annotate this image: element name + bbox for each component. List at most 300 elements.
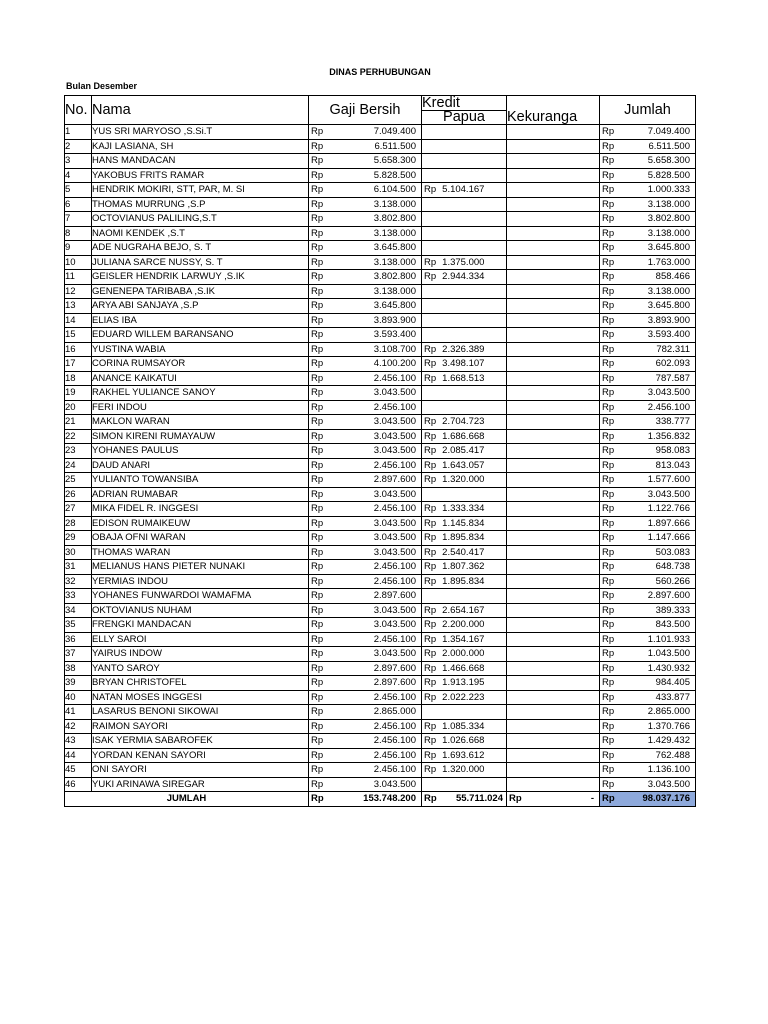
row-gaji: Rp 4.100.200 [309, 357, 422, 372]
row-kekurangan [507, 371, 600, 386]
row-kredit [422, 241, 507, 256]
row-jumlah: Rp 1.370.766 [600, 719, 696, 734]
table-row [65, 531, 696, 546]
row-no: 35 [65, 618, 92, 633]
row-kredit: Rp 1.145.834 [422, 516, 507, 531]
row-nama: EDISON RUMAIKEUW [92, 516, 309, 531]
row-kredit [422, 400, 507, 415]
row-kekurangan [507, 705, 600, 720]
row-nama: JULIANA SARCE NUSSY, S. T [92, 255, 309, 270]
row-nama: FERI INDOU [92, 400, 309, 415]
period-label: Bulan Desember [66, 81, 138, 91]
row-kekurangan [507, 473, 600, 488]
row-nama: FRENGKI MANDACAN [92, 618, 309, 633]
row-nama: YERMIAS INDOU [92, 574, 309, 589]
table-row [65, 386, 696, 401]
row-no: 6 [65, 197, 92, 212]
row-gaji: Rp 3.043.500 [309, 487, 422, 502]
table-row [65, 632, 696, 647]
row-gaji: Rp 3.043.500 [309, 647, 422, 662]
row-kekurangan [507, 400, 600, 415]
header-kredit: Kredit [422, 96, 507, 111]
row-nama: EDUARD WILLEM BARANSANO [92, 328, 309, 343]
total-jumlah: Rp 98.037.176 [600, 792, 696, 807]
row-kredit: Rp 2.085.417 [422, 444, 507, 459]
row-kekurangan [507, 647, 600, 662]
row-no: 3 [65, 154, 92, 169]
row-no: 24 [65, 458, 92, 473]
row-no: 39 [65, 676, 92, 691]
row-kredit: Rp 1.895.834 [422, 574, 507, 589]
row-gaji: Rp 2.865.000 [309, 705, 422, 720]
row-jumlah: Rp 3.802.800 [600, 212, 696, 227]
row-nama: YOHANES PAULUS [92, 444, 309, 459]
row-no: 20 [65, 400, 92, 415]
table-row [65, 748, 696, 763]
table-row [65, 197, 696, 212]
row-kekurangan [507, 516, 600, 531]
table-row [65, 763, 696, 778]
row-no: 21 [65, 415, 92, 430]
row-nama: ADE NUGRAHA BEJO, S. T [92, 241, 309, 256]
row-jumlah: Rp 389.333 [600, 603, 696, 618]
row-gaji: Rp 3.043.500 [309, 603, 422, 618]
row-kredit [422, 328, 507, 343]
table-row [65, 371, 696, 386]
header-papua: Papua [422, 110, 507, 125]
table-row [65, 415, 696, 430]
row-jumlah: Rp 958.083 [600, 444, 696, 459]
row-gaji: Rp 2.456.100 [309, 502, 422, 517]
row-kekurangan [507, 226, 600, 241]
total-kekurangan: Rp - [507, 792, 600, 807]
row-no: 29 [65, 531, 92, 546]
row-nama: DAUD ANARI [92, 458, 309, 473]
row-kredit: Rp 2.200.000 [422, 618, 507, 633]
row-jumlah: Rp 3.043.500 [600, 386, 696, 401]
row-no: 9 [65, 241, 92, 256]
row-kekurangan [507, 212, 600, 227]
row-gaji: Rp 3.043.500 [309, 531, 422, 546]
table-row [65, 589, 696, 604]
table-row [65, 284, 696, 299]
row-nama: KAJI LASIANA, SH [92, 139, 309, 154]
row-kredit: Rp 2.944.334 [422, 270, 507, 285]
row-nama: LASARUS BENONI SIKOWAI [92, 705, 309, 720]
row-gaji: Rp 3.043.500 [309, 444, 422, 459]
row-gaji: Rp 6.511.500 [309, 139, 422, 154]
row-nama: YOHANES FUNWARDOI WAMAFMA [92, 589, 309, 604]
row-kredit [422, 705, 507, 720]
row-no: 41 [65, 705, 92, 720]
row-jumlah: Rp 1.000.333 [600, 183, 696, 198]
row-nama: MIKA FIDEL R. INGGESI [92, 502, 309, 517]
row-kekurangan [507, 502, 600, 517]
row-jumlah: Rp 1.429.432 [600, 734, 696, 749]
row-jumlah: Rp 787.587 [600, 371, 696, 386]
row-jumlah: Rp 813.043 [600, 458, 696, 473]
table-row [65, 270, 696, 285]
row-kredit [422, 139, 507, 154]
row-jumlah: Rp 782.311 [600, 342, 696, 357]
row-kekurangan [507, 560, 600, 575]
row-kredit: Rp 2.326.389 [422, 342, 507, 357]
row-nama: HANS MANDACAN [92, 154, 309, 169]
table-row [65, 603, 696, 618]
row-nama: NAOMI KENDEK ,S.T [92, 226, 309, 241]
row-jumlah: Rp 3.138.000 [600, 197, 696, 212]
row-nama: YUSTINA WABIA [92, 342, 309, 357]
row-kekurangan [507, 603, 600, 618]
row-nama: GENENEPA TARIBABA ,S.IK [92, 284, 309, 299]
row-jumlah: Rp 2.865.000 [600, 705, 696, 720]
row-kredit: Rp 2.022.223 [422, 690, 507, 705]
row-gaji: Rp 2.456.100 [309, 458, 422, 473]
row-nama: ELLY SAROI [92, 632, 309, 647]
row-kredit [422, 589, 507, 604]
row-no: 33 [65, 589, 92, 604]
row-jumlah: Rp 1.577.600 [600, 473, 696, 488]
row-kredit [422, 777, 507, 792]
row-jumlah: Rp 1.136.100 [600, 763, 696, 778]
row-kredit [422, 168, 507, 183]
row-kekurangan [507, 618, 600, 633]
row-kredit [422, 226, 507, 241]
row-jumlah: Rp 338.777 [600, 415, 696, 430]
row-gaji: Rp 2.456.100 [309, 734, 422, 749]
row-kredit: Rp 1.807.362 [422, 560, 507, 575]
table-row [65, 777, 696, 792]
row-nama: YAKOBUS FRITS RAMAR [92, 168, 309, 183]
table-row [65, 139, 696, 154]
row-kekurangan [507, 241, 600, 256]
row-jumlah: Rp 1.356.832 [600, 429, 696, 444]
row-kredit: Rp 1.354.167 [422, 632, 507, 647]
row-kekurangan [507, 125, 600, 140]
row-gaji: Rp 3.043.500 [309, 618, 422, 633]
row-kekurangan [507, 299, 600, 314]
row-nama: YUS SRI MARYOSO ,S.Si.T [92, 125, 309, 140]
row-kredit: Rp 2.654.167 [422, 603, 507, 618]
row-no: 17 [65, 357, 92, 372]
row-nama: YORDAN KENAN SAYORI [92, 748, 309, 763]
row-nama: RAKHEL YULIANCE SANOY [92, 386, 309, 401]
row-nama: HENDRIK MOKIRI, STT, PAR, M. SI [92, 183, 309, 198]
row-nama: NATAN MOSES INGGESI [92, 690, 309, 705]
row-jumlah: Rp 3.645.800 [600, 299, 696, 314]
table-body [65, 125, 696, 792]
row-gaji: Rp 2.456.100 [309, 719, 422, 734]
row-gaji: Rp 2.456.100 [309, 748, 422, 763]
row-gaji: Rp 2.456.100 [309, 560, 422, 575]
row-gaji: Rp 5.828.500 [309, 168, 422, 183]
row-gaji: Rp 2.456.100 [309, 632, 422, 647]
row-no: 25 [65, 473, 92, 488]
row-kekurangan [507, 545, 600, 560]
row-jumlah: Rp 3.593.400 [600, 328, 696, 343]
row-no: 28 [65, 516, 92, 531]
row-no: 15 [65, 328, 92, 343]
row-kekurangan [507, 719, 600, 734]
table-row [65, 502, 696, 517]
row-kredit [422, 197, 507, 212]
row-kredit [422, 125, 507, 140]
row-no: 13 [65, 299, 92, 314]
row-jumlah: Rp 858.466 [600, 270, 696, 285]
table-row [65, 444, 696, 459]
row-jumlah: Rp 1.101.933 [600, 632, 696, 647]
row-kredit [422, 212, 507, 227]
row-nama: ADRIAN RUMABAR [92, 487, 309, 502]
row-no: 7 [65, 212, 92, 227]
row-no: 30 [65, 545, 92, 560]
row-kekurangan [507, 270, 600, 285]
row-no: 23 [65, 444, 92, 459]
row-kredit: Rp 1.026.668 [422, 734, 507, 749]
row-gaji: Rp 2.456.100 [309, 574, 422, 589]
row-kekurangan [507, 748, 600, 763]
row-jumlah: Rp 648.738 [600, 560, 696, 575]
row-gaji: Rp 2.897.600 [309, 589, 422, 604]
row-jumlah: Rp 3.138.000 [600, 284, 696, 299]
total-gaji: Rp 153.748.200 [309, 792, 422, 807]
table-row [65, 342, 696, 357]
row-no: 16 [65, 342, 92, 357]
row-kredit: Rp 1.693.612 [422, 748, 507, 763]
row-no: 46 [65, 777, 92, 792]
table-row [65, 226, 696, 241]
row-gaji: Rp 2.897.600 [309, 661, 422, 676]
row-gaji: Rp 3.138.000 [309, 226, 422, 241]
row-nama: YANTO SAROY [92, 661, 309, 676]
row-nama: YULIANTO TOWANSIBA [92, 473, 309, 488]
row-nama: ANANCE KAIKATUI [92, 371, 309, 386]
table-row [65, 429, 696, 444]
row-nama: RAIMON SAYORI [92, 719, 309, 734]
row-kekurangan [507, 284, 600, 299]
row-gaji: Rp 3.043.500 [309, 386, 422, 401]
table-row [65, 661, 696, 676]
row-kredit: Rp 1.320.000 [422, 763, 507, 778]
row-jumlah: Rp 762.488 [600, 748, 696, 763]
table-row [65, 125, 696, 140]
row-no: 37 [65, 647, 92, 662]
row-no: 45 [65, 763, 92, 778]
row-nama: OBAJA OFNI WARAN [92, 531, 309, 546]
row-gaji: Rp 3.138.000 [309, 197, 422, 212]
row-jumlah: Rp 2.897.600 [600, 589, 696, 604]
row-nama: ISAK YERMIA SABAROFEK [92, 734, 309, 749]
row-jumlah: Rp 3.645.800 [600, 241, 696, 256]
row-jumlah: Rp 3.043.500 [600, 487, 696, 502]
row-nama: SIMON KIRENI RUMAYAUW [92, 429, 309, 444]
row-nama: BRYAN CHRISTOFEL [92, 676, 309, 691]
row-kekurangan [507, 415, 600, 430]
row-kekurangan [507, 183, 600, 198]
row-kredit: Rp 2.540.417 [422, 545, 507, 560]
row-kekurangan [507, 487, 600, 502]
row-gaji: Rp 2.456.100 [309, 690, 422, 705]
row-kredit: Rp 1.333.334 [422, 502, 507, 517]
table-row [65, 705, 696, 720]
row-jumlah: Rp 6.511.500 [600, 139, 696, 154]
row-gaji: Rp 3.802.800 [309, 270, 422, 285]
total-kredit: Rp 55.711.024 [422, 792, 507, 807]
table-row [65, 168, 696, 183]
row-kekurangan [507, 690, 600, 705]
row-gaji: Rp 3.043.500 [309, 516, 422, 531]
row-kekurangan [507, 676, 600, 691]
row-jumlah: Rp 3.893.900 [600, 313, 696, 328]
row-jumlah: Rp 3.138.000 [600, 226, 696, 241]
row-gaji: Rp 5.658.300 [309, 154, 422, 169]
row-no: 36 [65, 632, 92, 647]
row-kekurangan [507, 763, 600, 778]
row-nama: ELIAS IBA [92, 313, 309, 328]
table-row [65, 560, 696, 575]
row-no: 26 [65, 487, 92, 502]
row-kredit: Rp 1.913.195 [422, 676, 507, 691]
row-no: 14 [65, 313, 92, 328]
row-no: 42 [65, 719, 92, 734]
row-jumlah: Rp 1.043.500 [600, 647, 696, 662]
row-kredit: Rp 5.104.167 [422, 183, 507, 198]
row-jumlah: Rp 2.456.100 [600, 400, 696, 415]
row-kredit: Rp 1.686.668 [422, 429, 507, 444]
row-gaji: Rp 3.108.700 [309, 342, 422, 357]
row-no: 38 [65, 661, 92, 676]
row-kekurangan [507, 777, 600, 792]
row-kredit: Rp 1.668.513 [422, 371, 507, 386]
row-jumlah: Rp 3.043.500 [600, 777, 696, 792]
header-jumlah: Jumlah [600, 96, 696, 125]
row-gaji: Rp 3.645.800 [309, 241, 422, 256]
table-row [65, 574, 696, 589]
header-gaji-bersih: Gaji Bersih [309, 96, 422, 125]
row-jumlah: Rp 7.049.400 [600, 125, 696, 140]
row-jumlah: Rp 5.658.300 [600, 154, 696, 169]
row-kekurangan [507, 342, 600, 357]
row-kredit: Rp 1.375.000 [422, 255, 507, 270]
table-row [65, 183, 696, 198]
row-kredit: Rp 1.320.000 [422, 473, 507, 488]
row-no: 10 [65, 255, 92, 270]
row-no: 19 [65, 386, 92, 401]
table-row [65, 647, 696, 662]
row-gaji: Rp 2.456.100 [309, 371, 422, 386]
row-nama: OKTOVIANUS NUHAM [92, 603, 309, 618]
row-jumlah: Rp 5.828.500 [600, 168, 696, 183]
table-row [65, 618, 696, 633]
table-row [65, 516, 696, 531]
row-jumlah: Rp 1.147.666 [600, 531, 696, 546]
row-kekurangan [507, 168, 600, 183]
row-kekurangan [507, 386, 600, 401]
row-kekurangan [507, 154, 600, 169]
row-no: 31 [65, 560, 92, 575]
row-kekurangan [507, 429, 600, 444]
row-jumlah: Rp 1.763.000 [600, 255, 696, 270]
table-row [65, 719, 696, 734]
row-kredit [422, 386, 507, 401]
row-gaji: Rp 2.897.600 [309, 473, 422, 488]
header-no: No. [65, 96, 92, 125]
table-row [65, 487, 696, 502]
row-kekurangan [507, 357, 600, 372]
row-kredit: Rp 3.498.107 [422, 357, 507, 372]
row-gaji: Rp 3.043.500 [309, 545, 422, 560]
row-gaji: Rp 3.593.400 [309, 328, 422, 343]
row-kredit: Rp 1.643.057 [422, 458, 507, 473]
salary-table [64, 95, 696, 807]
row-nama: GEISLER HENDRIK LARWUY ,S.IK [92, 270, 309, 285]
row-kekurangan [507, 328, 600, 343]
row-kekurangan [507, 734, 600, 749]
row-no: 22 [65, 429, 92, 444]
table-row [65, 299, 696, 314]
table-row [65, 473, 696, 488]
row-kekurangan [507, 458, 600, 473]
table-row [65, 328, 696, 343]
row-gaji: Rp 3.802.800 [309, 212, 422, 227]
row-jumlah: Rp 560.266 [600, 574, 696, 589]
row-no: 11 [65, 270, 92, 285]
row-no: 8 [65, 226, 92, 241]
table-row [65, 400, 696, 415]
row-gaji: Rp 2.456.100 [309, 400, 422, 415]
table-row [65, 458, 696, 473]
document-title: DINAS PERHUBUNGAN [329, 67, 431, 77]
table-row [65, 255, 696, 270]
row-no: 44 [65, 748, 92, 763]
row-kekurangan [507, 531, 600, 546]
total-row [65, 792, 696, 807]
row-jumlah: Rp 1.897.666 [600, 516, 696, 531]
table-row [65, 154, 696, 169]
row-gaji: Rp 3.138.000 [309, 255, 422, 270]
row-nama: YAIRUS INDOW [92, 647, 309, 662]
row-kekurangan [507, 444, 600, 459]
row-nama: YUKI ARINAWA SIREGAR [92, 777, 309, 792]
row-nama: OCTOVIANUS PALILING,S.T [92, 212, 309, 227]
row-jumlah: Rp 1.122.766 [600, 502, 696, 517]
row-gaji: Rp 2.456.100 [309, 763, 422, 778]
table-row [65, 690, 696, 705]
row-nama: ARYA ABI SANJAYA ,S.P [92, 299, 309, 314]
row-jumlah: Rp 984.405 [600, 676, 696, 691]
row-nama: ONI SAYORI [92, 763, 309, 778]
row-jumlah: Rp 1.430.932 [600, 661, 696, 676]
row-kekurangan [507, 574, 600, 589]
header-kekurangan: Kekuranga [507, 96, 600, 125]
row-no: 4 [65, 168, 92, 183]
row-kekurangan [507, 255, 600, 270]
table-row [65, 313, 696, 328]
row-kekurangan [507, 632, 600, 647]
row-jumlah: Rp 843.500 [600, 618, 696, 633]
row-kredit [422, 284, 507, 299]
row-kredit [422, 154, 507, 169]
row-gaji: Rp 3.043.500 [309, 777, 422, 792]
row-gaji: Rp 6.104.500 [309, 183, 422, 198]
table-row [65, 241, 696, 256]
row-gaji: Rp 3.645.800 [309, 299, 422, 314]
table-row [65, 734, 696, 749]
row-jumlah: Rp 602.093 [600, 357, 696, 372]
row-kekurangan [507, 197, 600, 212]
row-gaji: Rp 3.043.500 [309, 415, 422, 430]
row-gaji: Rp 2.897.600 [309, 676, 422, 691]
